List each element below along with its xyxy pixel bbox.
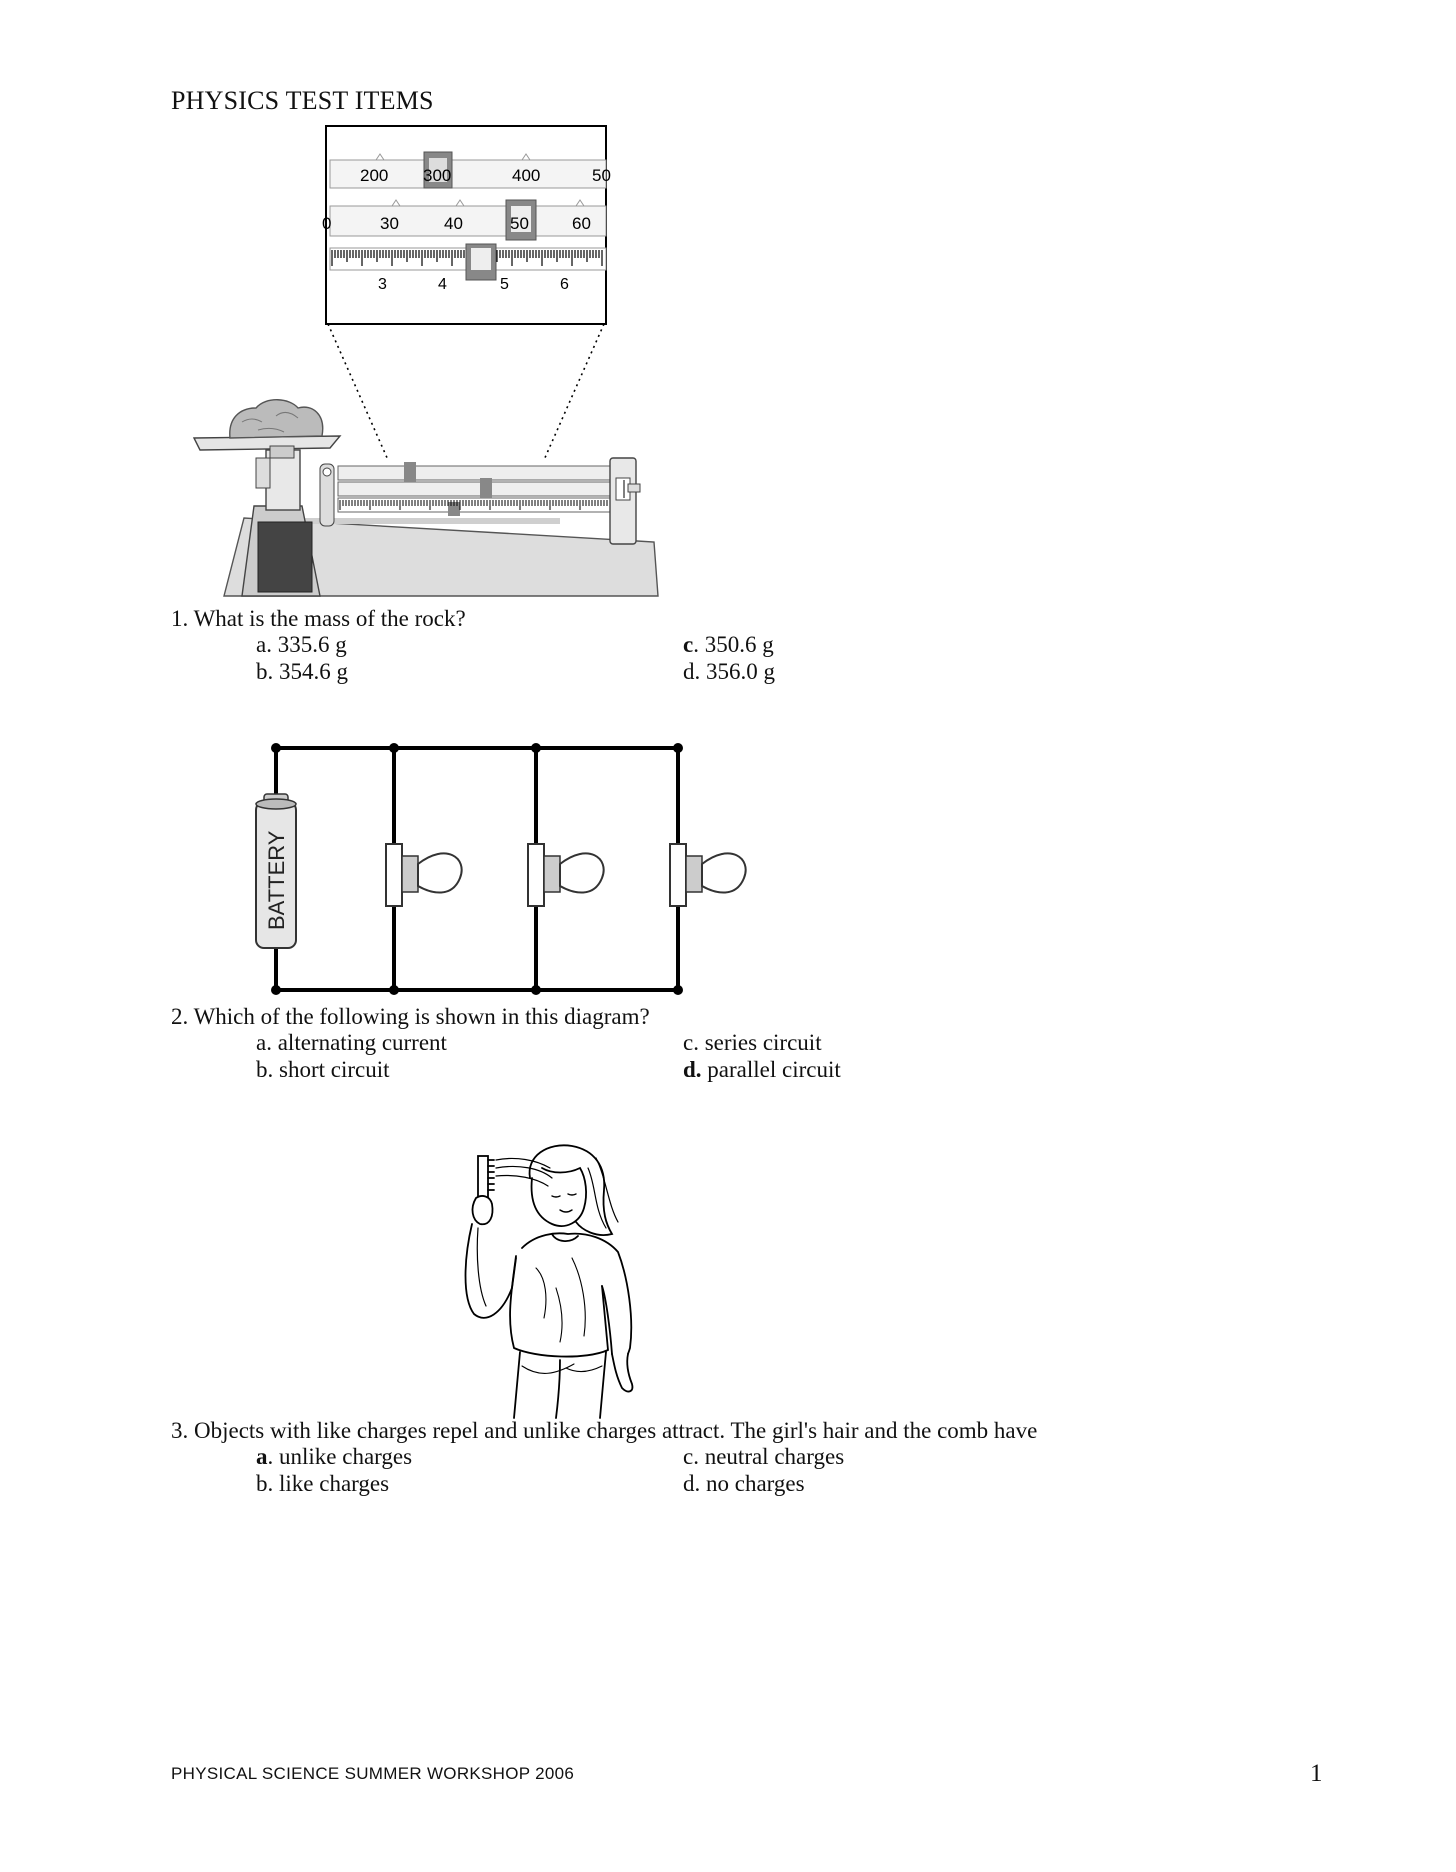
- question-3-option-c: c. neutral charges: [683, 1444, 845, 1469]
- comb: [478, 1156, 488, 1200]
- page-number: 1: [1310, 1760, 1323, 1787]
- question-1-option-b: b. 354.6 g: [256, 659, 348, 684]
- question-2-option-d: d. parallel circuit: [683, 1057, 841, 1082]
- bulb-2: [528, 844, 604, 906]
- page-title: PHYSICS TEST ITEMS: [171, 86, 434, 115]
- rock: [230, 400, 323, 438]
- battery: [256, 794, 296, 948]
- middle-scale-tick-0: 0: [322, 214, 332, 233]
- question-1-option-c: c. 350.6 g: [683, 632, 774, 657]
- question-3-option-b: b. like charges: [256, 1471, 390, 1496]
- question-1-option-d: d. 356.0 g: [683, 659, 775, 684]
- question-1-prompt: 1. What is the mass of the rock?: [171, 606, 466, 631]
- parallel-circuit-figure: [246, 738, 766, 1000]
- bulb-3: [670, 844, 746, 906]
- bottom-scale-tick-5: 5: [500, 276, 509, 293]
- girl-with-comb-figure: [456, 1138, 646, 1420]
- top-scale-tick-400: 400: [512, 166, 541, 185]
- bottom-scale-tick-6: 6: [560, 276, 569, 293]
- battery-label: BATTERY: [264, 830, 289, 930]
- question-1-option-a: a. 335.6 g: [256, 632, 347, 657]
- middle-scale-tick-60: 60: [572, 214, 591, 233]
- question-2-prompt: 2. Which of the following is shown in this diagram?: [171, 1004, 650, 1029]
- top-scale-tick-500: 50: [592, 166, 611, 185]
- question-2-option-a: a. alternating current: [256, 1030, 447, 1055]
- top-scale-tick-300: 300: [423, 166, 452, 185]
- question-3-option-d: d. no charges: [683, 1471, 805, 1496]
- footer-workshop: PHYSICAL SCIENCE SUMMER WORKSHOP 2006: [171, 1764, 575, 1783]
- bulb-1: [386, 844, 462, 906]
- bottom-scale-tick-4: 4: [438, 276, 447, 293]
- top-scale-tick-200: 200: [360, 166, 389, 185]
- middle-scale-tick-40: 40: [444, 214, 463, 233]
- question-2-option-c: c. series circuit: [683, 1030, 822, 1055]
- bottom-scale-tick-3: 3: [378, 276, 387, 293]
- middle-scale-tick-50: 50: [510, 214, 529, 233]
- question-3-option-a: a. unlike charges: [256, 1444, 413, 1469]
- triple-beam-balance-figure: [180, 118, 670, 600]
- question-2-option-b: b. short circuit: [256, 1057, 390, 1082]
- middle-scale-tick-30: 30: [380, 214, 399, 233]
- question-3-prompt: 3. Objects with like charges repel and unlike charges attract. The girl's hair and the comb have: [171, 1418, 1038, 1443]
